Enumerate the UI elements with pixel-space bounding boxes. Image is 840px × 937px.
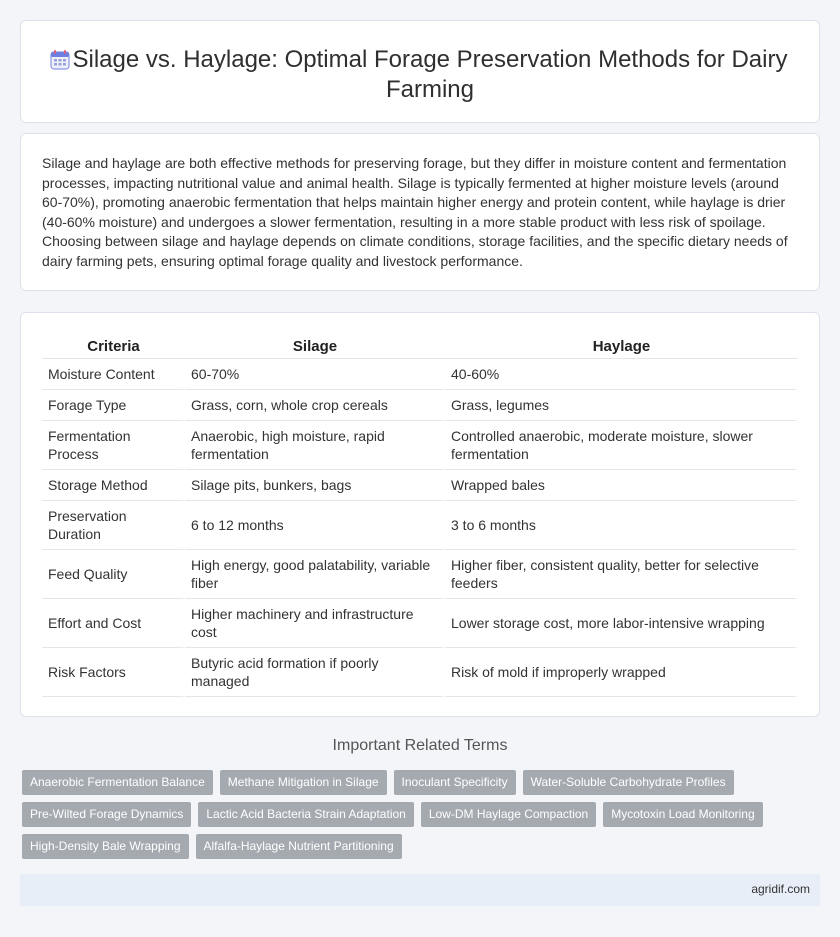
term-tag[interactable]: High-Density Bale Wrapping bbox=[22, 834, 189, 859]
term-tag[interactable]: Water-Soluble Carbohydrate Profiles bbox=[523, 770, 734, 795]
table-row bbox=[42, 501, 798, 550]
term-tag[interactable]: Pre-Wilted Forage Dynamics bbox=[22, 802, 191, 827]
haylage-cell: Lower storage cost, more labor-intensive wrapping bbox=[445, 599, 798, 648]
criteria-cell: Forage Type bbox=[42, 390, 185, 421]
term-tag[interactable]: Methane Mitigation in Silage bbox=[220, 770, 387, 795]
related-terms-list bbox=[22, 770, 812, 866]
silage-cell: Anaerobic, high moisture, rapid fermentation bbox=[185, 421, 445, 470]
haylage-cell: 3 to 6 months bbox=[445, 501, 798, 550]
footer bbox=[20, 874, 820, 906]
haylage-cell: Risk of mold if improperly wrapped bbox=[445, 648, 798, 697]
table-row bbox=[42, 550, 798, 599]
intro-paragraph: Silage and haylage are both effective methods for preserving forage, but they differ in moisture content and fermentation processes, impacting nutritional value and animal health. Silage is typically fermented at higher moisture levels (around 60-70%), promoting anaerobic fermentation that helps maintain higher energy and protein content, while haylage is drier (40-60% moisture) and undergoes a slower fermentation, resulting in a more stable product with less risk of spoilage. Choosing between silage and haylage depends on climate conditions, storage facilities, and the specific dietary needs of dairy farming pets, ensuring optimal forage quality and livestock performance. bbox=[42, 155, 788, 269]
silage-cell: 60-70% bbox=[185, 359, 445, 390]
table-row bbox=[42, 599, 798, 648]
criteria-cell: Feed Quality bbox=[42, 550, 185, 599]
table-row bbox=[42, 648, 798, 697]
silage-cell: High energy, good palatability, variable fiber bbox=[185, 550, 445, 599]
criteria-cell: Fermentation Process bbox=[42, 421, 185, 470]
silage-cell: 6 to 12 months bbox=[185, 501, 445, 550]
haylage-cell: Controlled anaerobic, moderate moisture, slower fermentation bbox=[445, 421, 798, 470]
table-row bbox=[42, 390, 798, 421]
silage-cell: Grass, corn, whole crop cereals bbox=[185, 390, 445, 421]
term-tag[interactable]: Anaerobic Fermentation Balance bbox=[22, 770, 213, 795]
haylage-cell: Higher fiber, consistent quality, better for selective feeders bbox=[445, 550, 798, 599]
header-card bbox=[20, 20, 820, 123]
comparison-card bbox=[20, 312, 820, 717]
related-terms-heading: Important Related Terms bbox=[332, 737, 508, 754]
term-tag[interactable]: Mycotoxin Load Monitoring bbox=[603, 802, 762, 827]
silage-cell: Higher machinery and infrastructure cost bbox=[185, 599, 445, 648]
term-tag[interactable]: Inoculant Specificity bbox=[394, 770, 516, 795]
footer-site-link[interactable]: agridif.com bbox=[751, 882, 810, 896]
column-header-criteria: Criteria bbox=[42, 335, 185, 359]
criteria-cell: Storage Method bbox=[42, 470, 185, 501]
table-row bbox=[42, 421, 798, 470]
silage-cell: Silage pits, bunkers, bags bbox=[185, 470, 445, 501]
criteria-cell: Effort and Cost bbox=[42, 599, 185, 648]
term-tag[interactable]: Lactic Acid Bacteria Strain Adaptation bbox=[198, 802, 413, 827]
criteria-cell: Moisture Content bbox=[42, 359, 185, 390]
column-header-haylage: Haylage bbox=[445, 335, 798, 359]
table-row bbox=[42, 359, 798, 390]
column-header-silage: Silage bbox=[185, 335, 445, 359]
silage-cell: Butyric acid formation if poorly managed bbox=[185, 648, 445, 697]
table-header-row bbox=[42, 335, 798, 359]
criteria-cell: Risk Factors bbox=[42, 648, 185, 697]
haylage-cell: Wrapped bales bbox=[445, 470, 798, 501]
haylage-cell: 40-60% bbox=[445, 359, 798, 390]
table-row bbox=[42, 470, 798, 501]
intro-card bbox=[20, 133, 820, 291]
criteria-cell: Preservation Duration bbox=[42, 501, 185, 550]
page-title: Silage vs. Haylage: Optimal Forage Preservation Methods for Dairy Farming bbox=[72, 46, 788, 103]
term-tag[interactable]: Low-DM Haylage Compaction bbox=[421, 802, 596, 827]
term-tag[interactable]: Alfalfa-Haylage Nutrient Partitioning bbox=[196, 834, 402, 859]
haylage-cell: Grass, legumes bbox=[445, 390, 798, 421]
comparison-table bbox=[42, 335, 798, 697]
